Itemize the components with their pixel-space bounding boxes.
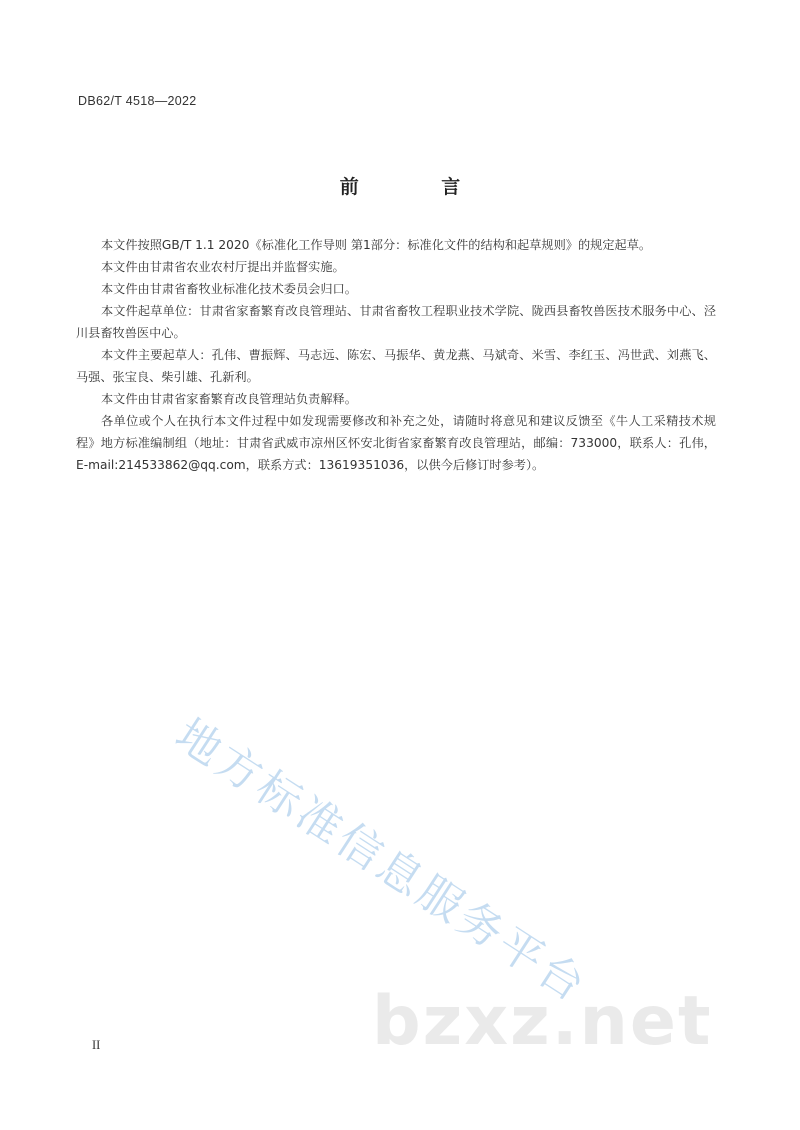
foreword-body [76, 234, 716, 476]
paragraph-drafters: 本文件主要起草人：孔伟、曹振辉、马志远、陈宏、马振华、黄龙燕、马斌奇、米雪、李红玉、冯世武、刘燕飞、马强、张宝良、柴引雄、孔新利。 [76, 348, 716, 384]
page-number: II [92, 1038, 101, 1052]
standard-code: DB62/T 4518—2022 [78, 94, 197, 108]
platform-watermark: 地方标准信息服务平台 [166, 709, 597, 1014]
site-watermark: bzxz.net [372, 982, 713, 1061]
paragraph-committee: 本文件由甘肃省畜牧业标准化技术委员会归口。 [101, 282, 357, 296]
paragraph-drafting-rules: 本文件按照GB/T 1.1 2020《标准化工作导则 第1部分：标准化文件的结构和起草规则》的规定起草。 [101, 238, 652, 252]
paragraph-feedback: 各单位或个人在执行本文件过程中如发现需要修改和补充之处，请随时将意见和建议反馈至《牛人工采精技术规程》地方标准编制组（地址：甘肃省武威市凉州区怀安北街省家畜繁育改良管理站，邮编：733000，联系人：孔伟，E-mail:214533862@qq.com，联系方式：13619351036，以供今后修订时参考）。 [76, 414, 716, 472]
paragraph-interpretation: 本文件由甘肃省家畜繁育改良管理站负责解释。 [101, 392, 357, 406]
paragraph-proposer: 本文件由甘肃省农业农村厅提出并监督实施。 [101, 260, 345, 274]
page-title: 前 言 [339, 176, 499, 198]
paragraph-drafting-units: 本文件起草单位：甘肃省家畜繁育改良管理站、甘肃省畜牧工程职业技术学院、陇西县畜牧兽医技术服务中心、泾川县畜牧兽医中心。 [76, 304, 716, 340]
